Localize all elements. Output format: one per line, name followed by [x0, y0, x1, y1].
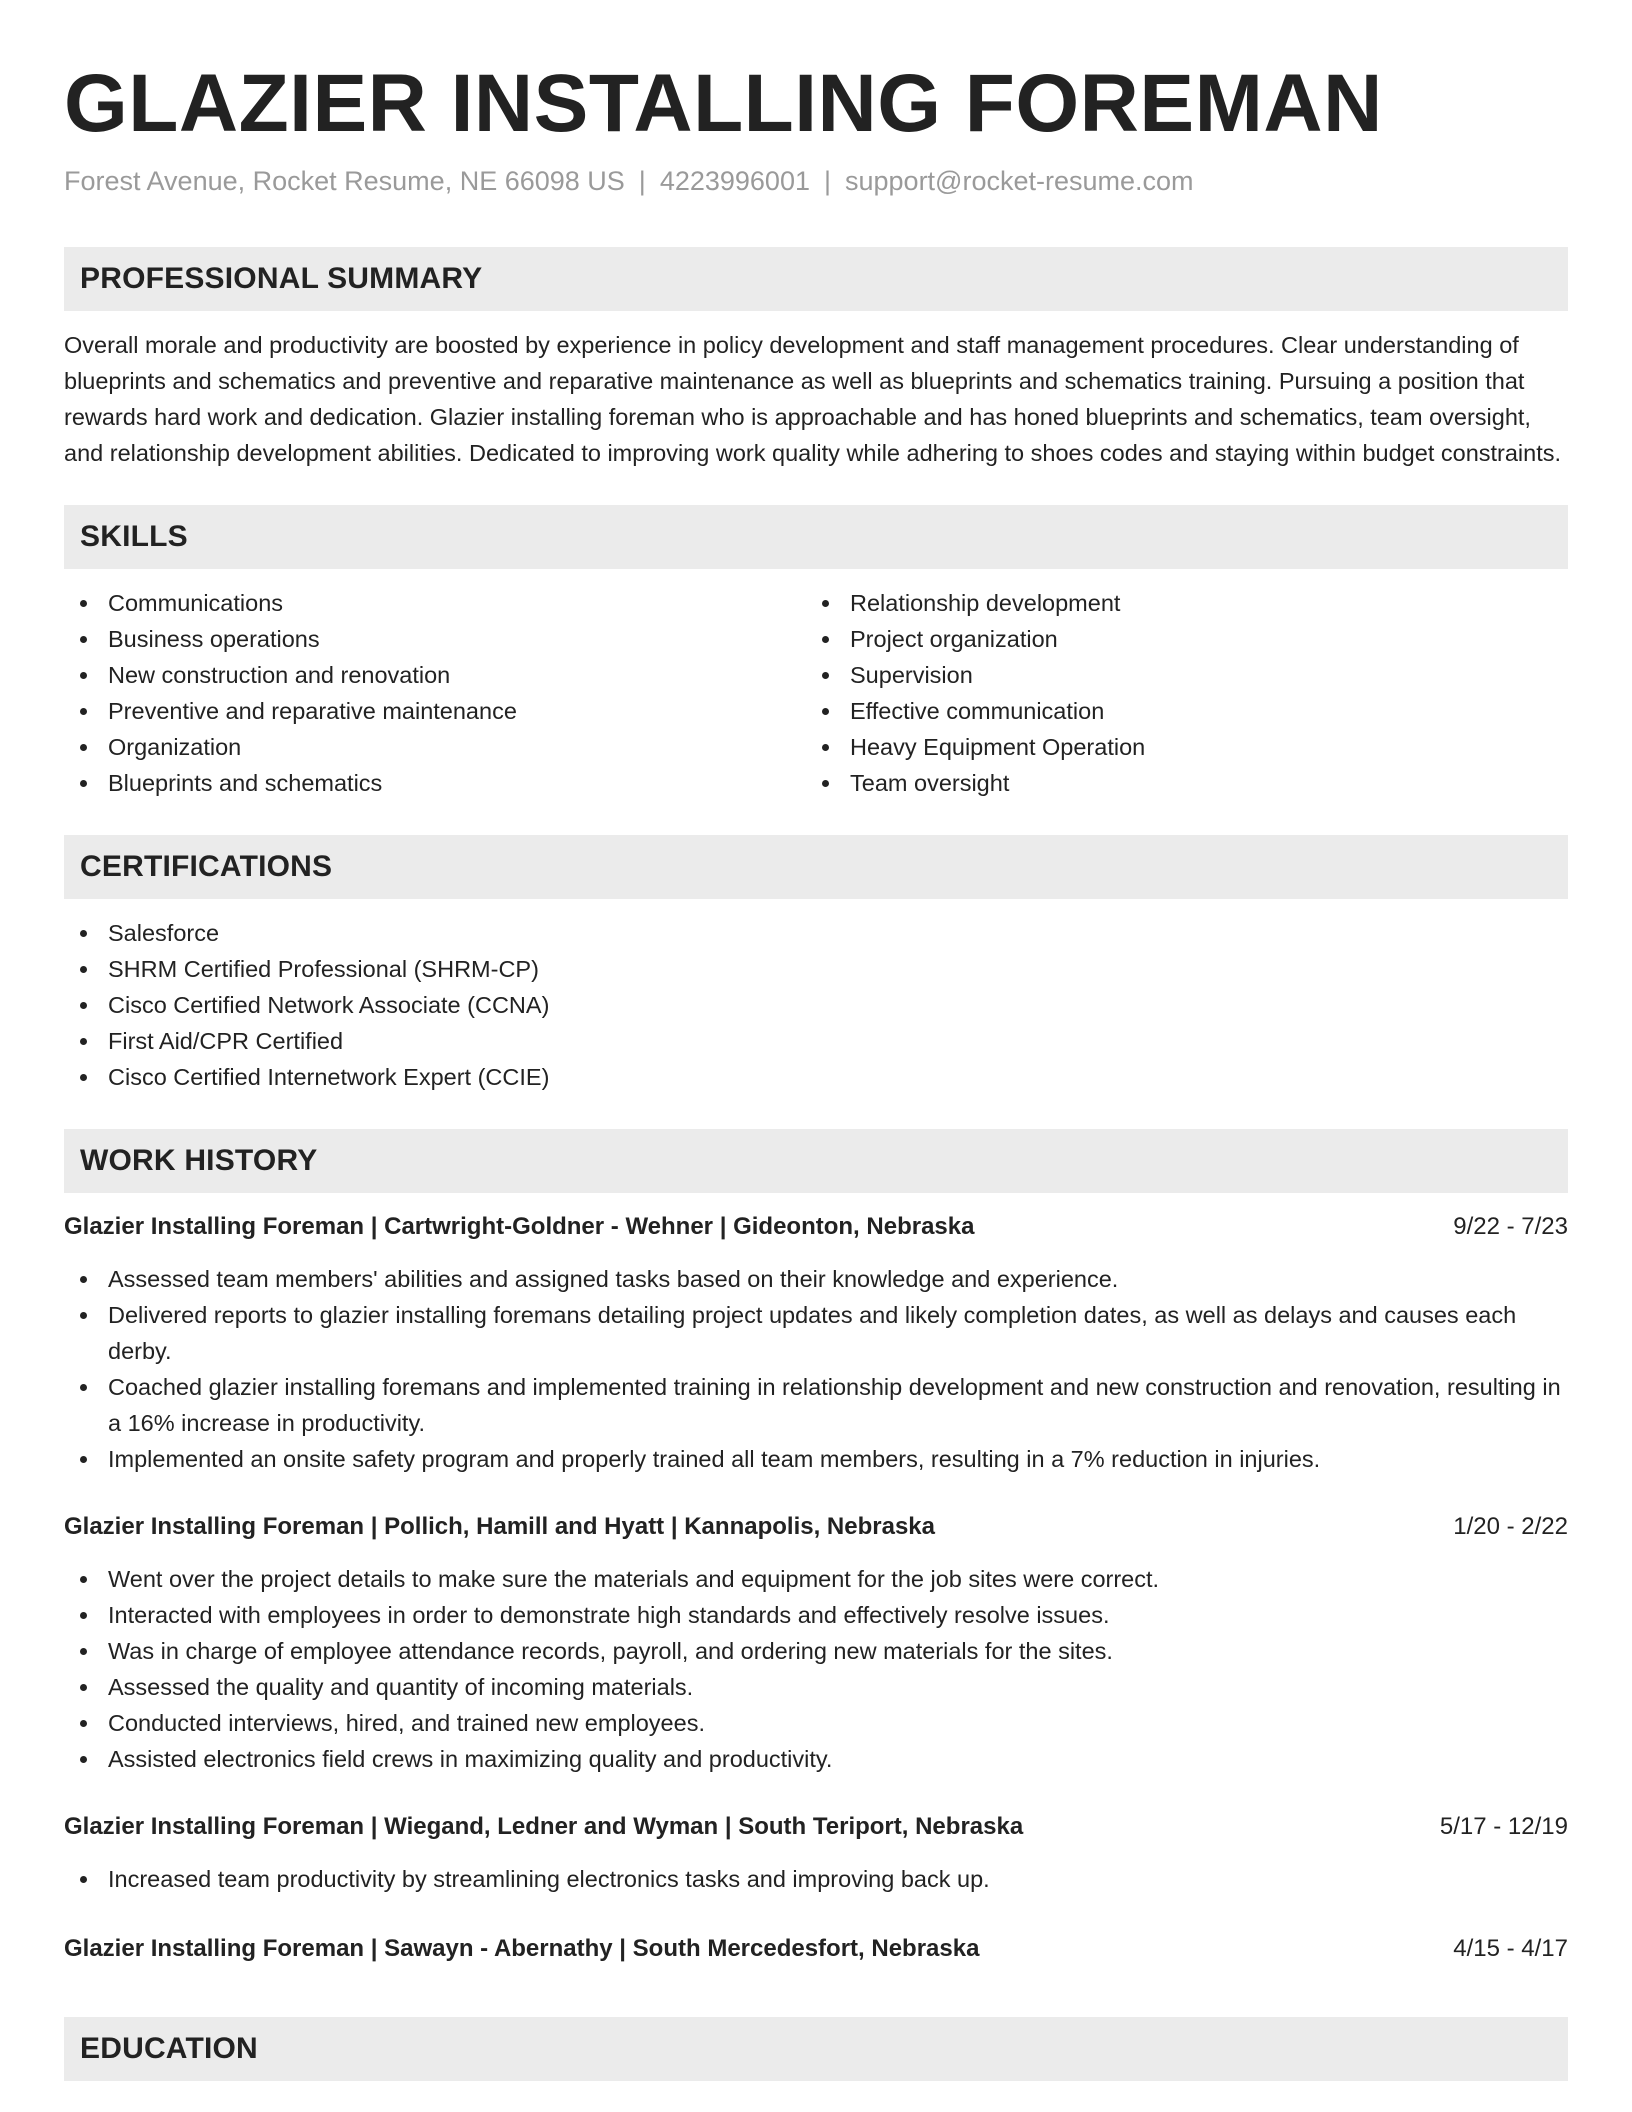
- contact-separator: |: [823, 166, 831, 196]
- skill-item: Preventive and reparative maintenance: [64, 693, 806, 729]
- job-bullets: [64, 1261, 1568, 1477]
- job-entry: [64, 1509, 1568, 1777]
- job-entry: [64, 1209, 1568, 1477]
- section-heading-skills: SKILLS: [64, 505, 1568, 569]
- job-header: [64, 1809, 1568, 1845]
- job-header: [64, 1209, 1568, 1245]
- skill-item: New construction and renovation: [64, 657, 806, 693]
- skill-item: Effective communication: [806, 693, 1548, 729]
- skills-column-right: [806, 585, 1548, 801]
- skill-item: Heavy Equipment Operation: [806, 729, 1548, 765]
- job-title: Glazier Installing Foreman | Pollich, Hamill and Hyatt | Kannapolis, Nebraska: [64, 1513, 935, 1540]
- skill-item: Team oversight: [806, 765, 1548, 801]
- job-bullet: Assessed team members' abilities and assigned tasks based on their knowledge and experience.: [64, 1261, 1568, 1297]
- contact-line: [64, 164, 1568, 198]
- job-bullet: Assessed the quality and quantity of incoming materials.: [64, 1669, 1568, 1705]
- section-heading-education: EDUCATION: [64, 2017, 1568, 2081]
- job-title: Glazier Installing Foreman | Wiegand, Ledner and Wyman | South Teriport, Nebraska: [64, 1813, 1024, 1840]
- skill-item: Project organization: [806, 621, 1548, 657]
- contact-separator: |: [638, 166, 646, 196]
- contact-email: support@rocket-resume.com: [845, 166, 1194, 196]
- job-bullet: Interacted with employees in order to demonstrate high standards and effectively resolve issues.: [64, 1597, 1568, 1633]
- job-bullet: Delivered reports to glazier installing foremans detailing project updates and likely completion dates, as well as delays and causes each derby.: [64, 1297, 1568, 1369]
- certification-item: Salesforce: [64, 915, 1568, 951]
- job-entry: [64, 1809, 1568, 1897]
- job-bullet: Conducted interviews, hired, and trained new employees.: [64, 1705, 1568, 1741]
- skill-item: Blueprints and schematics: [64, 765, 806, 801]
- certification-item: SHRM Certified Professional (SHRM-CP): [64, 951, 1568, 987]
- job-bullet: Increased team productivity by streamlining electronics tasks and improving back up.: [64, 1861, 1568, 1897]
- job-bullet: Coached glazier installing foremans and implemented training in relationship development and new construction and renovation, resulting in a 16% increase in productivity.: [64, 1369, 1568, 1441]
- skills-column-left: [64, 585, 806, 801]
- skills-grid: [64, 585, 1568, 801]
- section-heading-summary: PROFESSIONAL SUMMARY: [64, 247, 1568, 311]
- section-heading-work-history: WORK HISTORY: [64, 1129, 1568, 1193]
- skill-item: Business operations: [64, 621, 806, 657]
- job-title: Glazier Installing Foreman | Cartwright-Goldner - Wehner | Gideonton, Nebraska: [64, 1213, 975, 1240]
- job-bullet: Was in charge of employee attendance records, payroll, and ordering new materials for the sites.: [64, 1633, 1568, 1669]
- certification-item: Cisco Certified Internetwork Expert (CCIE): [64, 1059, 1568, 1095]
- job-dates: 1/20 - 2/22: [1453, 1513, 1568, 1540]
- job-header: [64, 1509, 1568, 1545]
- skill-item: Organization: [64, 729, 806, 765]
- skill-item: Supervision: [806, 657, 1548, 693]
- job-bullets: [64, 1561, 1568, 1777]
- job-entry: [64, 1931, 1568, 1967]
- contact-address: Forest Avenue, Rocket Resume, NE 66098 US: [64, 166, 625, 196]
- certification-item: First Aid/CPR Certified: [64, 1023, 1568, 1059]
- job-bullet: Went over the project details to make sure the materials and equipment for the job sites were correct.: [64, 1561, 1568, 1597]
- job-dates: 9/22 - 7/23: [1453, 1213, 1568, 1240]
- skill-item: Relationship development: [806, 585, 1548, 621]
- job-bullets: [64, 1861, 1568, 1897]
- certifications-list: [64, 915, 1568, 1095]
- contact-phone: 4223996001: [659, 166, 810, 196]
- skill-item: Communications: [64, 585, 806, 621]
- job-dates: 4/15 - 4/17: [1453, 1935, 1568, 1962]
- job-header: [64, 1931, 1568, 1967]
- section-heading-certifications: CERTIFICATIONS: [64, 835, 1568, 899]
- summary-text: Overall morale and productivity are boosted by experience in policy development and staff management procedures. Clear understanding of blueprints and schematics and preventive and reparative maintenance as well as blueprints and schematics training. Pursuing a position that rewards hard work and dedication. Glazier installing foreman who is approachable and has honed blueprints and schematics, team oversight, and relationship development abilities. Dedicated to improving work quality while adhering to shoes codes and staying within budget constraints.: [64, 332, 1562, 466]
- resume-name: GLAZIER INSTALLING FOREMAN: [64, 58, 1383, 149]
- certification-item: Cisco Certified Network Associate (CCNA): [64, 987, 1568, 1023]
- job-dates: 5/17 - 12/19: [1439, 1813, 1568, 1840]
- job-bullet: Implemented an onsite safety program and properly trained all team members, resulting in a 7% reduction in injuries.: [64, 1441, 1568, 1477]
- job-title: Glazier Installing Foreman | Sawayn - Abernathy | South Mercedesfort, Nebraska: [64, 1935, 980, 1962]
- job-bullet: Assisted electronics field crews in maximizing quality and productivity.: [64, 1741, 1568, 1777]
